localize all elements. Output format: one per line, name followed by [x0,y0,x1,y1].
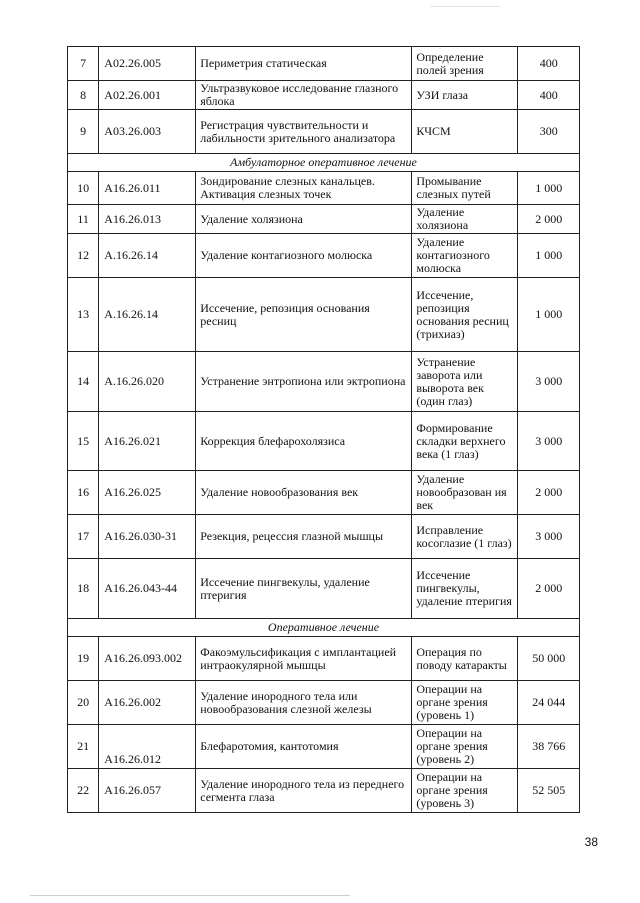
service-code: A.16.26.14 [99,278,196,352]
table-row [68,278,580,352]
price: 1 000 [518,234,580,278]
table-row [68,234,580,278]
service-code: A16.26.030-31 [99,515,196,559]
table-row [68,681,580,725]
service-name: Коррекция блефарохолязиса [196,412,412,471]
row-number: 16 [68,471,99,515]
section-header-row [68,619,580,637]
service-name: Факоэмульсификация с имплантацией интраокулярной мышцы [196,637,412,681]
service-code: A16.26.093.002 [99,637,196,681]
service-code: A03.26.003 [99,110,196,154]
price: 24 044 [518,681,580,725]
service-code: A16.26.002 [99,681,196,725]
service-description: Удаление новообразован ия век [412,471,518,515]
service-description: УЗИ глаза [412,81,518,110]
price: 52 505 [518,769,580,813]
section-title: Оперативное лечение [68,619,580,637]
price: 1 000 [518,172,580,205]
scan-mark [430,6,500,7]
service-name: Иссечение пингвекулы, удаление птеригия [196,559,412,619]
row-number: 10 [68,172,99,205]
service-description: Формирование складки верхнего века (1 глаз) [412,412,518,471]
service-description: Определение полей зрения [412,47,518,81]
service-description: Операции на органе зрения (уровень 1) [412,681,518,725]
service-code: A16.26.043-44 [99,559,196,619]
section-title: Амбулаторное оперативное лечение [68,154,580,172]
row-number: 14 [68,352,99,412]
table-row [68,47,580,81]
row-number: 22 [68,769,99,813]
service-description: КЧСМ [412,110,518,154]
scan-line [30,895,350,896]
service-description: Удаление холязиона [412,205,518,234]
row-number: 7 [68,47,99,81]
price: 400 [518,81,580,110]
row-number: 19 [68,637,99,681]
row-number: 20 [68,681,99,725]
service-name: Удаление холязиона [196,205,412,234]
service-name: Зондирование слезных канальцев. Активация слезных точек [196,172,412,205]
price: 400 [518,47,580,81]
table-row [68,515,580,559]
service-code: A16.26.011 [99,172,196,205]
service-name: Удаление инородного тела из переднего сегмента глаза [196,769,412,813]
price: 3 000 [518,515,580,559]
table-row [68,81,580,110]
price-table [67,46,580,813]
table-row [68,725,580,769]
price: 2 000 [518,559,580,619]
service-description: Иссечение, репозиция основания ресниц (трихиаз) [412,278,518,352]
service-name: Удаление контагиозного молюска [196,234,412,278]
price: 50 000 [518,637,580,681]
service-code: A16.26.021 [99,412,196,471]
row-number: 13 [68,278,99,352]
table-row [68,471,580,515]
service-code: A02.26.001 [99,81,196,110]
table-row [68,559,580,619]
service-description: Иссечение пингвекулы, удаление птеригия [412,559,518,619]
service-name: Ультразвуковое исследование глазного яблока [196,81,412,110]
table-row [68,769,580,813]
service-name: Периметрия статическая [196,47,412,81]
price: 300 [518,110,580,154]
row-number: 8 [68,81,99,110]
service-code: A.16.26.020 [99,352,196,412]
service-name: Удаление новообразования век [196,471,412,515]
row-number: 15 [68,412,99,471]
service-name: Блефаротомия, кантотомия [196,725,412,769]
table-row [68,172,580,205]
service-name: Иссечение, репозиция основания ресниц [196,278,412,352]
row-number: 18 [68,559,99,619]
service-description: Операции на органе зрения (уровень 3) [412,769,518,813]
table-row [68,352,580,412]
service-code: A16.26.013 [99,205,196,234]
price: 1 000 [518,278,580,352]
price: 38 766 [518,725,580,769]
service-description: Исправление косоглазие (1 глаз) [412,515,518,559]
service-name: Резекция, рецессия глазной мышцы [196,515,412,559]
service-code: A02.26.005 [99,47,196,81]
row-number: 9 [68,110,99,154]
service-code: A16.26.012 [99,725,196,769]
service-description: Устранение заворота или выворота век (один глаз) [412,352,518,412]
table-row [68,205,580,234]
price: 2 000 [518,471,580,515]
service-description: Промывание слезных путей [412,172,518,205]
row-number: 17 [68,515,99,559]
table-row [68,637,580,681]
table-row [68,412,580,471]
page-number: 38 [584,835,598,849]
price: 3 000 [518,352,580,412]
service-code: A16.26.057 [99,769,196,813]
row-number: 21 [68,725,99,769]
service-description: Операции на органе зрения (уровень 2) [412,725,518,769]
service-description: Операция по поводу катаракты [412,637,518,681]
service-code: A16.26.025 [99,471,196,515]
service-name: Регистрация чувствительности и лабильности зрительного анализатора [196,110,412,154]
price: 3 000 [518,412,580,471]
row-number: 11 [68,205,99,234]
section-header-row [68,154,580,172]
service-name: Устранение энтропиона или эктропиона [196,352,412,412]
service-code: A.16.26.14 [99,234,196,278]
service-name: Удаление инородного тела или новообразования слезной железы [196,681,412,725]
service-description: Удаление контагиозного молюска [412,234,518,278]
table-row [68,110,580,154]
price: 2 000 [518,205,580,234]
row-number: 12 [68,234,99,278]
